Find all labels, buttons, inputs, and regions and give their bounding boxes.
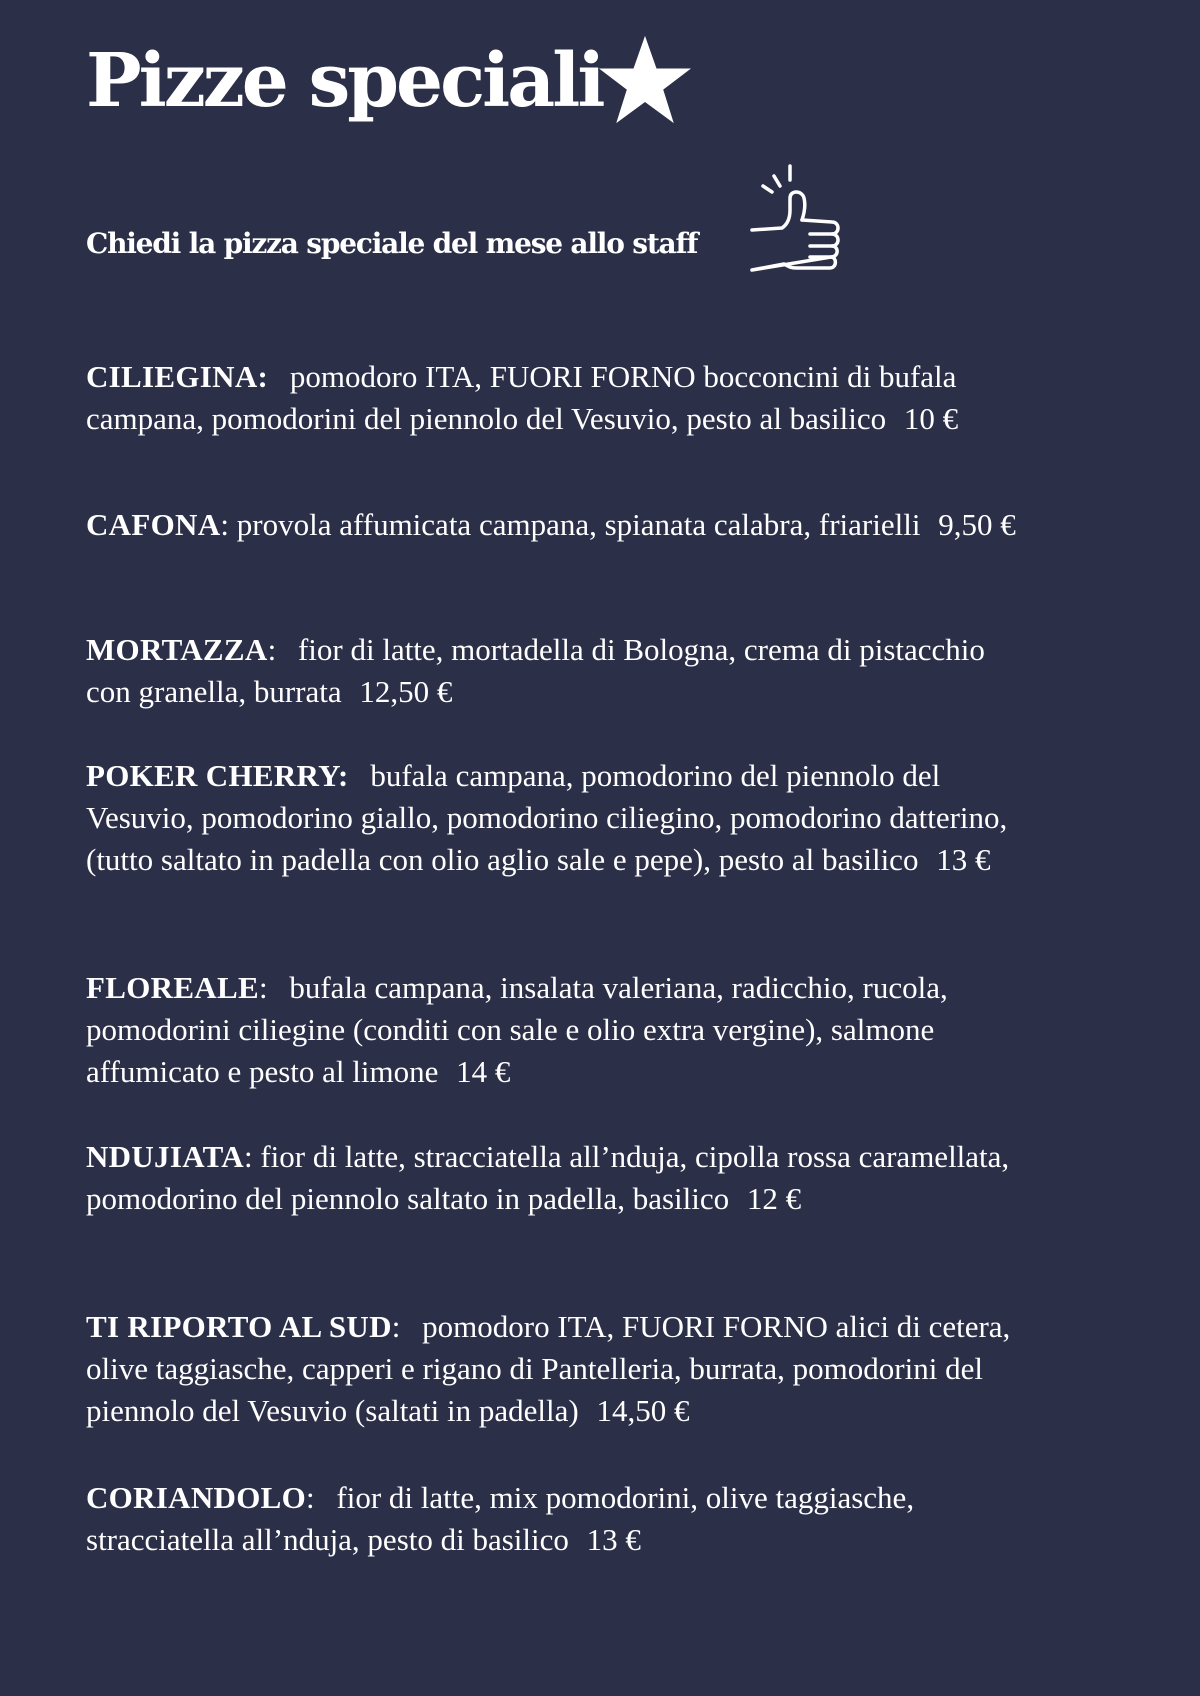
menu-item-name: NDUJIATA xyxy=(86,1139,244,1174)
menu-item-colon: : xyxy=(267,632,277,667)
menu-item-ti-riporto-al-sud xyxy=(86,1306,1026,1432)
menu-item-name: CORIANDOLO xyxy=(86,1480,307,1515)
menu-item-name: POKER CHERRY: xyxy=(86,758,349,793)
menu-item-price: 12 € xyxy=(746,1181,802,1216)
menu-item-ndujiata xyxy=(86,1136,1026,1220)
menu-item-description: bufala campana, pomodorino del piennolo del Vesuvio, pomodorino giallo, pomodorino ciliegino, pomodorino datterino, (tutto saltato in padella con olio aglio sale e pepe), pesto al basilico xyxy=(86,758,1008,877)
menu-item-coriandolo xyxy=(86,1477,1026,1561)
menu-item-colon: : xyxy=(306,1480,315,1515)
menu-item-description: pomodoro ITA, FUORI FORNO alici di cetera, olive taggiasche, capperi e rigano di Pantelleria, burrata, pomodorini del piennolo del Vesuvio (saltati in padella) xyxy=(86,1309,1011,1428)
menu-item-description: fior di latte, mix pomodorini, olive taggiasche, stracciatella all’nduja, pesto di basilico xyxy=(86,1480,915,1557)
menu-item-price: 14,50 € xyxy=(596,1393,690,1428)
page-subtitle: Chiedi la pizza speciale del mese allo staff xyxy=(86,227,698,260)
menu-item-colon: : xyxy=(220,507,230,542)
menu-item-floreale xyxy=(86,967,1026,1093)
page-title: Pizze speciali xyxy=(86,38,603,124)
menu-item-colon: : xyxy=(258,970,268,1005)
menu-item-price: 14 € xyxy=(456,1054,511,1089)
menu-item-colon: : xyxy=(243,1139,253,1174)
menu-item-description: fior di latte, mortadella di Bologna, crema di pistacchio con granella, burrata xyxy=(86,632,985,709)
menu-item-price: 13 € xyxy=(936,842,991,877)
menu-item-price: 12,50 € xyxy=(359,674,453,709)
menu-item-name: CILIEGINA: xyxy=(86,359,269,394)
menu-item-description: fior di latte, stracciatella all’nduja, cipolla rossa caramellata, pomodorino del piennolo saltato in padella, basilico xyxy=(86,1139,1010,1216)
menu-item-description: pomodoro ITA, FUORI FORNO bocconcini di bufala campana, pomodorini del piennolo del Vesuvio, pesto al basilico xyxy=(86,359,957,436)
thumbs-up-icon xyxy=(748,164,848,282)
menu-item-mortazza xyxy=(86,629,1026,713)
menu-item-description: bufala campana, insalata valeriana, radicchio, rucola, pomodorini ciliegine (conditi con sale e olio extra vergine), salmone affumicato e pesto al limone xyxy=(86,970,948,1089)
menu-item-ciliegina xyxy=(86,356,1026,440)
menu-item-name: CAFONA xyxy=(86,507,221,542)
star-icon xyxy=(597,34,693,126)
menu-item-colon: : xyxy=(391,1309,401,1344)
menu-item-name: FLOREALE xyxy=(86,970,259,1005)
menu-item-poker-cherry xyxy=(86,755,1026,881)
menu-item-price: 10 € xyxy=(903,401,959,436)
menu-item-price: 9,50 € xyxy=(938,507,1016,542)
menu-item-name: MORTAZZA xyxy=(86,632,268,667)
menu-item-description: provola affumicata campana, spianata calabra, friarielli xyxy=(236,507,921,542)
menu-item-name: TI RIPORTO AL SUD xyxy=(86,1309,392,1344)
menu-item-cafona xyxy=(86,504,1026,546)
menu-item-price: 13 € xyxy=(586,1522,641,1557)
